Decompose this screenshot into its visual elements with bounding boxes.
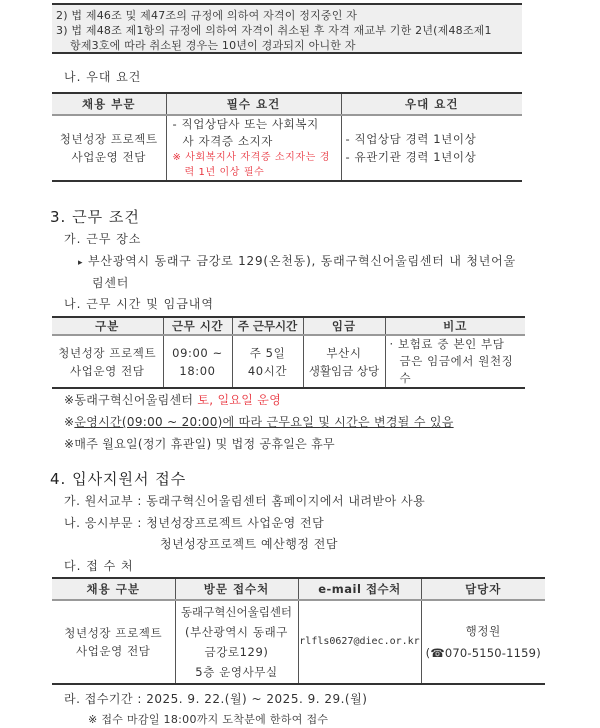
division-line: 청년성장 프로젝트 (58, 345, 157, 360)
work-hours-table (52, 316, 525, 389)
visit-line: 금강로129) (204, 645, 269, 659)
submission-period: 라. 접수기간 : 2025. 9. 22.(월) ~ 2025. 9. 29.(월) (64, 692, 368, 706)
work-location-line (78, 252, 516, 269)
note-line: 수 (399, 371, 412, 385)
wage-line: 부산시 (326, 345, 362, 360)
deadline-note: ※ 접수 마감일 18:00까지 도착분에 한하여 접수 (88, 713, 329, 726)
cell-note (385, 335, 525, 388)
visit-line: (부산광역시 동래구 (184, 625, 288, 639)
preferred-line: - 직업상담 경력 1년이상 (345, 132, 477, 146)
col-header-preferred: 우대 요건 (341, 93, 522, 115)
location-text: 부산광역시 동래구 금강로 129(온천동), 동래구혁신어울림센터 내 청년어울 (87, 254, 516, 268)
col-header-visit: 방문 접수처 (175, 578, 298, 600)
col-header-hours: 근무 시간 (163, 317, 232, 335)
col-header-email: e-mail 접수처 (298, 578, 421, 600)
section-3-title: 3. 근무 조건 (50, 208, 140, 226)
cell-required (166, 115, 341, 181)
note-highlight: 토, 일요일 운영 (197, 393, 282, 407)
note-text: ※동래구혁신어울림센터 (64, 393, 198, 407)
cell-preferred (341, 115, 522, 181)
required-note: 력 1년 이상 필수 (184, 167, 265, 178)
note-mark: ※ (64, 415, 75, 429)
weekly-line: 주 5일 (249, 345, 286, 360)
disqualification-box (52, 3, 522, 54)
cell-weekly (232, 335, 303, 388)
division-line: 사업운영 전담 (69, 363, 145, 378)
cell-email[interactable] (298, 600, 421, 684)
section-4-title: 4. 입사지원서 접수 (50, 470, 187, 488)
disqualification-item-2: 2) 법 제46조 및 제47조의 규정에 의하여 자격이 정지중인 자 (56, 9, 358, 22)
col-header-contact: 담당자 (421, 578, 545, 600)
work-location-line-cont: 림센터 (92, 276, 130, 290)
col-header-wage: 임금 (303, 317, 385, 335)
hours-line: 18:00 (179, 363, 216, 378)
note-weekend-operation (64, 391, 281, 408)
division-line: 청년성장 프로젝트 (59, 132, 158, 146)
required-line: - 직업상담사 또는 사회복지 (172, 117, 319, 131)
preferred-line: - 유관기관 경력 1년이상 (345, 150, 477, 164)
work-hours-heading: 나. 근무 시간 및 임금내역 (64, 297, 214, 311)
cell-visit (175, 600, 298, 684)
required-line: 사 자격증 소지자 (182, 134, 273, 148)
col-header-division: 채용 구분 (52, 578, 175, 600)
cell-contact (421, 600, 545, 684)
division-line: 사업운영 전담 (71, 150, 146, 164)
col-header-division: 구분 (52, 317, 163, 335)
bullet-icon: ▸ (78, 258, 84, 268)
hours-line: 09:00 ~ (172, 345, 223, 360)
disqualification-item-3-cont: 항제3호에 따라 취소된 경우는 10년이 경과되지 아니한 자 (70, 39, 356, 52)
col-header-required: 필수 요건 (166, 93, 341, 115)
submission-place-heading: 다. 접 수 처 (64, 559, 134, 573)
visit-line: 5층 운영사무실 (195, 665, 278, 679)
col-header-note: 비고 (385, 317, 525, 335)
preferred-heading: 나. 우대 요건 (64, 70, 142, 84)
table-row (52, 115, 522, 181)
note-text: 운영시간(09:00 ~ 20:00)에 따라 근무요일 및 시간은 변경될 수 있음 (74, 415, 454, 429)
col-header-weekly: 주 근무시간 (232, 317, 303, 335)
note-line: 금은 임금에서 원천징 (399, 354, 514, 368)
wage-line: 생활임금 상당 (308, 363, 380, 378)
contact-name: 행정원 (465, 624, 501, 638)
note-line: · 보험료 중 본인 부담 (389, 337, 505, 351)
note-holidays: ※매주 월요일(정기 휴관일) 및 법정 공휴일은 휴무 (64, 437, 335, 451)
division-line: 사업운영 전담 (75, 644, 151, 658)
table-row (52, 600, 545, 684)
visit-line: 동래구혁신어울림센터 (180, 605, 293, 619)
contact-phone: (☎070-5150-1159) (425, 646, 541, 660)
email-link[interactable]: rlfls0627@diec.or.kr (299, 636, 420, 647)
preferred-requirements-table (52, 92, 522, 182)
application-division-2: 청년성장프로젝트 예산행정 전담 (160, 537, 338, 551)
work-location-heading: 가. 근무 장소 (64, 232, 142, 246)
cell-hours (163, 335, 232, 388)
cell-division (52, 600, 175, 684)
col-header-division: 채용 부문 (52, 93, 166, 115)
submission-table (52, 577, 545, 685)
note-operating-hours (64, 413, 454, 430)
division-line: 청년성장 프로젝트 (64, 626, 163, 640)
cell-division (52, 335, 163, 388)
required-note: ※ 사회복지사 자격증 소지자는 경 (172, 152, 330, 163)
application-division: 나. 응시부문 : 청년성장프로젝트 사업운영 전담 (64, 516, 325, 530)
form-distribution: 가. 원서교부 : 동래구혁신어울림센터 홈페이지에서 내려받아 사용 (64, 494, 426, 508)
disqualification-item-3: 3) 법 제48조 제1항의 규정에 의하여 자격이 취소된 후 자격 재교부 기한 2년(제48조제1 (56, 24, 492, 37)
cell-wage (303, 335, 385, 388)
cell-division (52, 115, 166, 181)
weekly-line: 40시간 (247, 363, 288, 378)
table-row (52, 335, 525, 388)
